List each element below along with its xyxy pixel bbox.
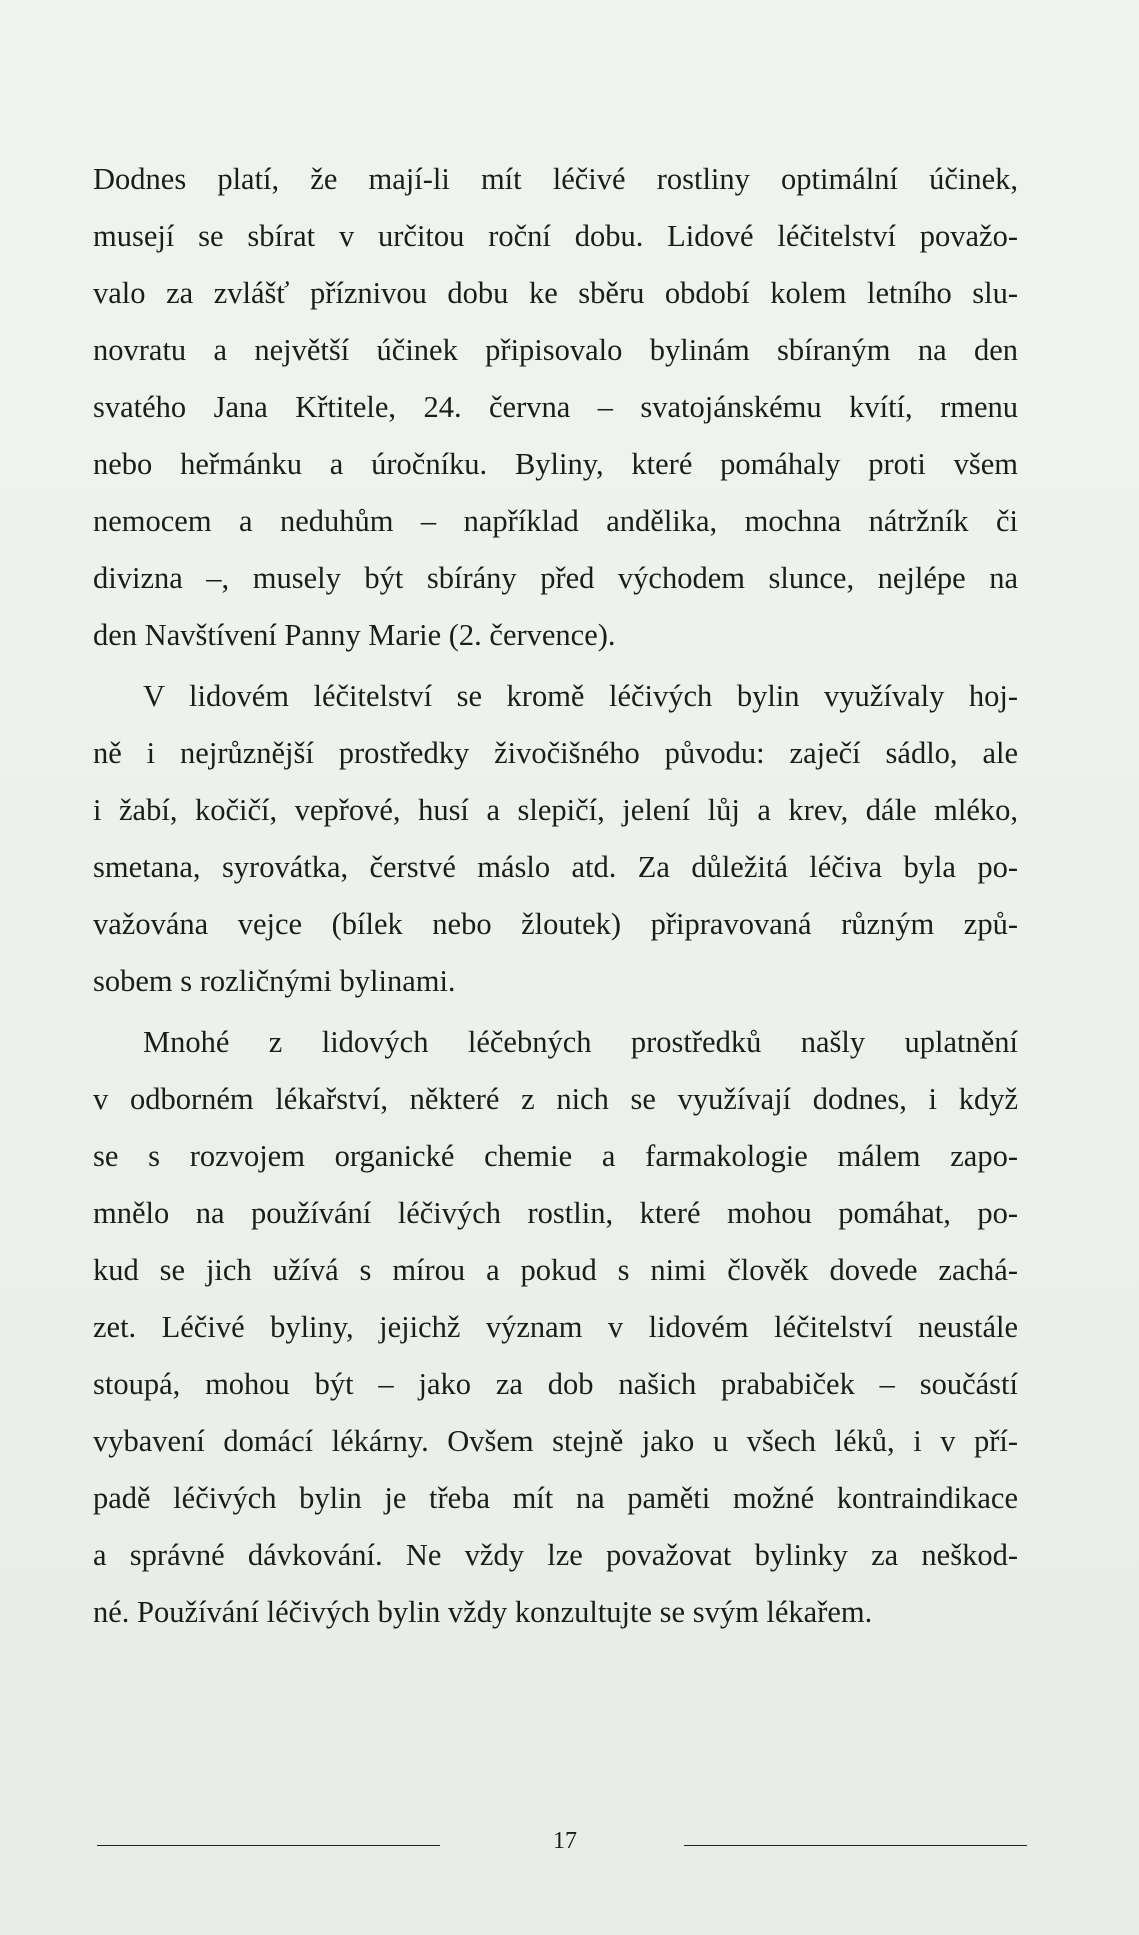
text-line: vybavení domácí lékárny. Ovšem stejně jako u všech léků, i v pří-	[93, 1424, 1018, 1458]
footer-rule-left	[97, 1845, 440, 1846]
body-text	[93, 151, 1018, 1641]
text-line: stoupá, mohou být – jako za dob našich prababiček – součástí	[93, 1367, 1018, 1401]
text-line: Mnohé z lidových léčebných prostředků našly uplatnění	[143, 1025, 1018, 1059]
text-line: svatého Jana Křtitele, 24. června – svatojánskému kvítí, rmenu	[93, 390, 1018, 424]
text-line: važována vejce (bílek nebo žloutek) připravovaná různým způ-	[93, 907, 1018, 941]
text-line: novratu a největší účinek připisovalo bylinám sbíraným na den	[93, 333, 1018, 367]
text-line: Dodnes platí, že mají-li mít léčivé rostliny optimální účinek,	[93, 162, 1018, 196]
text-line: padě léčivých bylin je třeba mít na paměti možné kontraindikace	[93, 1481, 1018, 1515]
text-line: v odborném lékařství, některé z nich se využívají dodnes, i když	[93, 1082, 1018, 1116]
text-line: nemocem a neduhům – například andělika, mochna nátržník či	[93, 504, 1018, 538]
text-line: kud se jich užívá s mírou a pokud s nimi člověk dovede zachá-	[93, 1253, 1018, 1287]
text-line: valo za zvlášť příznivou dobu ke sběru období kolem letního slu-	[93, 276, 1018, 310]
text-line: sobem s rozličnými bylinami.	[93, 964, 456, 998]
text-line: smetana, syrovátka, čerstvé máslo atd. Za důležitá léčiva byla po-	[93, 850, 1018, 884]
text-line: i žabí, kočičí, vepřové, husí a slepičí, jelení lůj a krev, dále mléko,	[93, 793, 1018, 827]
text-line: ně i nejrůznější prostředky živočišného původu: zaječí sádlo, ale	[93, 736, 1018, 770]
text-line: a správné dávkování. Ne vždy lze považovat bylinky za neškod-	[93, 1538, 1018, 1572]
text-line: divizna –, musely být sbírány před východem slunce, nejlépe na	[93, 561, 1018, 595]
footer-rule-right	[684, 1845, 1027, 1846]
text-line: né. Používání léčivých bylin vždy konzultujte se svým lékařem.	[93, 1595, 873, 1629]
text-line: nebo heřmánku a úročníku. Byliny, které pomáhaly proti všem	[93, 447, 1018, 481]
text-line: den Navštívení Panny Marie (2. července).	[93, 618, 616, 652]
text-line: V lidovém léčitelství se kromě léčivých bylin využívaly hoj-	[143, 679, 1018, 713]
page-number: 17	[553, 1828, 577, 1854]
text-line: mnělo na používání léčivých rostlin, které mohou pomáhat, po-	[93, 1196, 1018, 1230]
text-line: zet. Léčivé byliny, jejichž význam v lidovém léčitelství neustále	[93, 1310, 1018, 1344]
text-line: musejí se sbírat v určitou roční dobu. Lidové léčitelství považo-	[93, 219, 1018, 253]
text-line: se s rozvojem organické chemie a farmakologie málem zapo-	[93, 1139, 1018, 1173]
